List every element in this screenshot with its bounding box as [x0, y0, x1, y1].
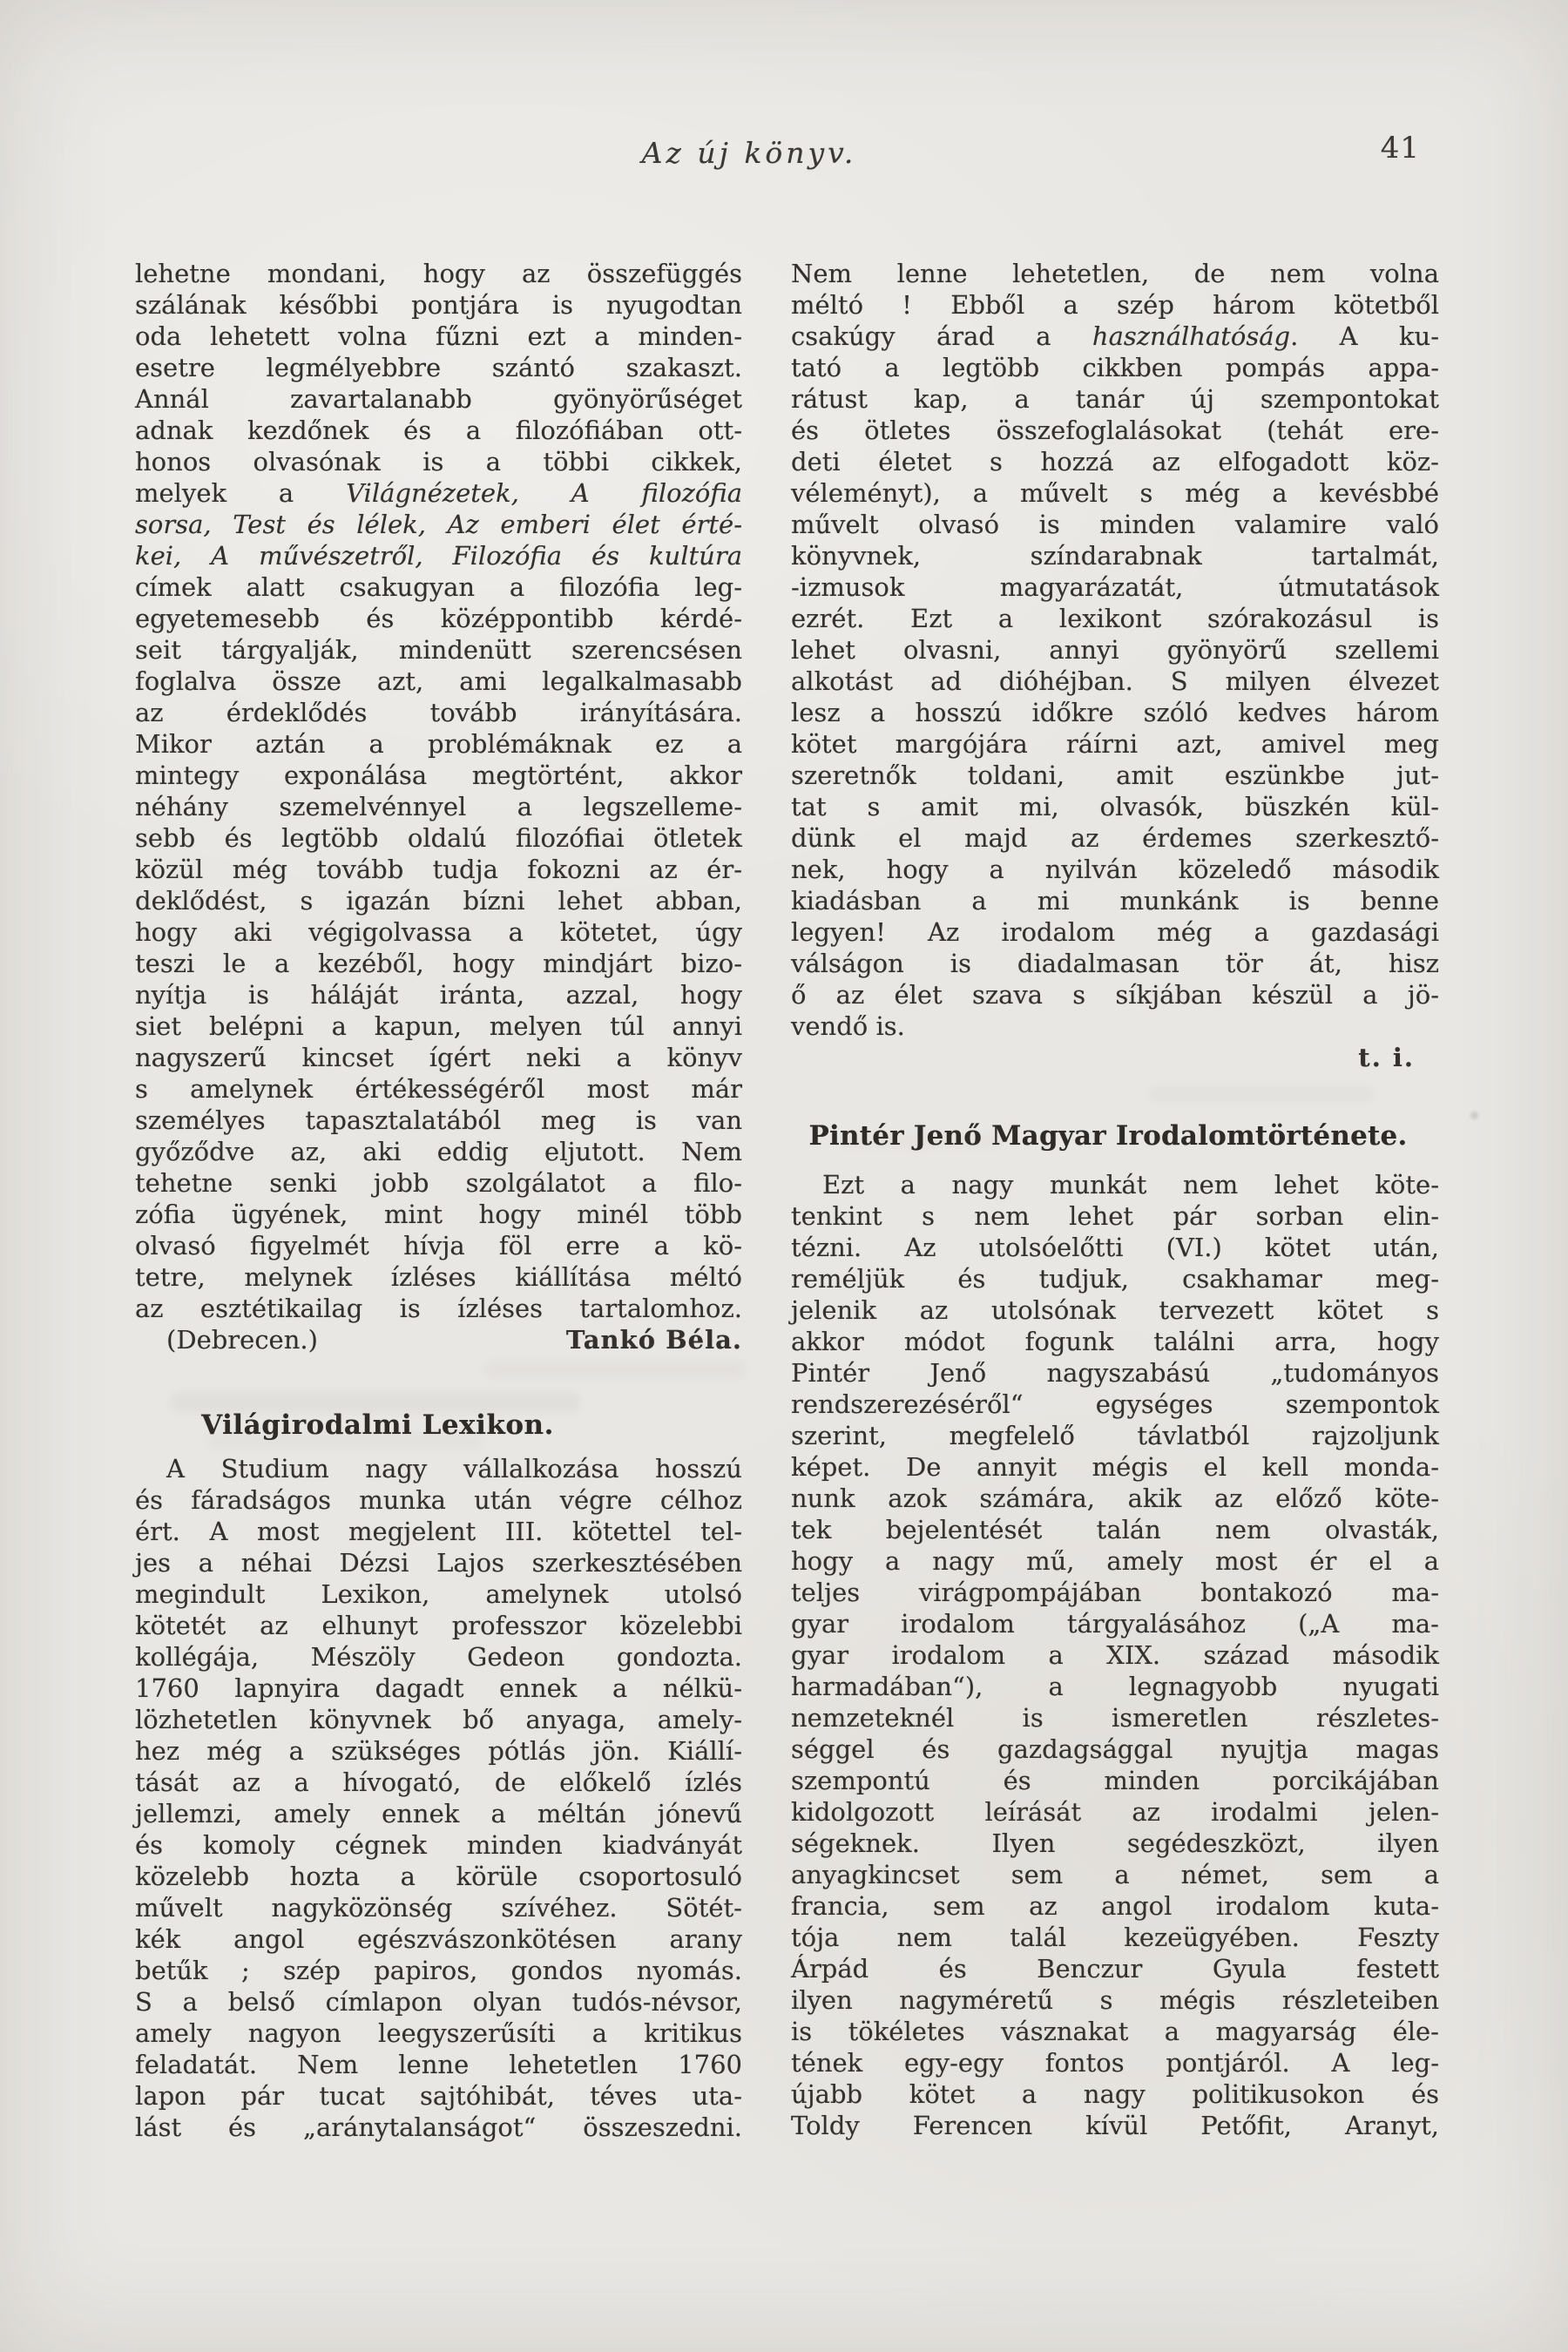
text-line: rendszerezéséről“ egységes szempontok — [791, 1389, 1439, 1419]
text-line: kötet margójára ráírni azt, amivel meg — [791, 729, 1439, 759]
text-line: szerint, megfelelő távlatból rajzoljunk — [791, 1421, 1439, 1450]
right-paragraph-continuation — [791, 258, 1439, 1042]
text-line: is tökéletes vásznakat a magyarság éle- — [791, 2017, 1439, 2046]
text-line: tat s amit mi, olvasók, büszkén kül- — [791, 792, 1439, 821]
text-line: művelt olvasó is minden valamire való — [791, 510, 1439, 539]
text-line: gyar irodalom a XIX. század második — [791, 1640, 1439, 1670]
ink-smudge — [206, 1432, 484, 1450]
text-line: feladatát. Nem lenne lehetetlen 1760 — [135, 2050, 742, 2079]
text-line: deklődést, s igazán bízni lehet abban, — [135, 886, 742, 916]
left-column — [135, 258, 742, 2143]
signature-place: (Debrecen.) — [166, 1325, 318, 1355]
text-line: Annál zavartalanabb gyönyörűséget — [135, 384, 742, 414]
text-line: harmadában“), a legnagyobb nyugati — [791, 1672, 1439, 1701]
text-line: nyítja is háláját iránta, azzal, hogy — [135, 980, 742, 1010]
text-line: ezrét. Ezt a lexikont szórakozásul is — [791, 604, 1439, 633]
text-line: egyetemesebb és középpontibb kérdé- — [135, 604, 742, 633]
right-column — [791, 258, 1439, 2141]
section-heading-pinter: Pintér Jenő Magyar Irodalomtörténete. — [808, 1120, 1408, 1152]
text-line: esetre legmélyebbre szántó szakaszt. — [135, 353, 742, 382]
text-line: jelenik az utolsónak tervezett kötet s — [791, 1295, 1439, 1325]
text-line: tézni. Az utolsóelőtti (VI.) kötet után, — [791, 1233, 1439, 1262]
ink-smudge — [171, 1392, 580, 1413]
text-line: kék angol egészvászonkötésen arany — [135, 1924, 742, 1954]
text-line: reméljük és tudjuk, csakhamar meg- — [791, 1264, 1439, 1294]
text-line: kei, A művészetről, Filozófia és kultúra — [135, 541, 742, 571]
text-line: néhány szemelvénnyel a legszelleme- — [135, 792, 742, 821]
text-line: ő az élet szava s síkjában készül a jö- — [791, 980, 1439, 1010]
text-line: foglalva össze azt, ami legalkalmasabb — [135, 666, 742, 696]
right-paragraph-pinter — [791, 1169, 1439, 2141]
signature-initials: t. i. — [1358, 1043, 1415, 1072]
text-line: teszi le a kezéből, hogy mindjárt bizo- — [135, 949, 742, 978]
text-line: A Studium nagy vállalkozása hosszú — [166, 1454, 742, 1484]
text-line: lehet olvasni, annyi gyönyörű szellemi — [791, 635, 1439, 665]
text-line: hez még a szükséges pótlás jön. Kiállí- — [135, 1736, 742, 1766]
text-line: ilyen nagyméretű s mégis részleteiben — [791, 1985, 1439, 2015]
text-line: adnak kezdőnek és a filozófiában ott- — [135, 416, 742, 445]
text-line: szálának későbbi pontjára is nyugodtan — [135, 290, 742, 320]
text-line: lözhetetlen könyvnek bő anyaga, amely- — [135, 1705, 742, 1734]
text-line: s amelynek értékességéről most már — [135, 1074, 742, 1104]
running-header: Az új könyv. — [641, 136, 857, 170]
text-line: akkor módot fogunk találni arra, hogy — [791, 1327, 1439, 1356]
text-line: közül még tovább tudja fokozni az ér- — [135, 855, 742, 884]
text-line: hogy aki végigolvassa a kötetet, úgy — [135, 917, 742, 947]
text-line: jellemzi, amely ennek a méltán jónevű — [135, 1799, 742, 1828]
ink-smudge — [838, 1134, 1004, 1148]
text-line: francia, sem az angol irodalom kuta- — [791, 1891, 1439, 1921]
text-line: szempontú és minden porcikájában — [791, 1766, 1439, 1795]
text-line: méltó ! Ebből a szép három kötetből — [791, 290, 1439, 320]
text-line: melyek a Világnézetek, A filozófia — [135, 478, 742, 508]
text-line: címek alatt csakugyan a filozófia leg- — [135, 572, 742, 602]
text-line: csakúgy árad a használhatóság. A ku- — [791, 321, 1439, 351]
text-line: lesz a hosszú időkre szóló kedves három — [791, 698, 1439, 727]
text-line: vendő is. — [791, 1011, 905, 1041]
text-line: és komoly cégnek minden kiadványát — [135, 1830, 742, 1860]
review-signature-line — [135, 1324, 742, 1355]
text-line: betűk ; szép papiros, gondos nyomás. — [135, 1956, 742, 1985]
text-line: tének egy-egy fontos pontjáról. A leg- — [791, 2048, 1439, 2078]
text-line: ért. A most megjelent III. kötettel tel- — [135, 1517, 742, 1546]
text-line: nek, hogy a nyilván közeledő második — [791, 855, 1439, 884]
text-line: teljes virágpompájában bontakozó ma- — [791, 1578, 1439, 1607]
text-line: hogy a nagy mű, amely most ér el a — [791, 1546, 1439, 1576]
text-line: séggel és gazdagsággal nyujtja magas — [791, 1734, 1439, 1764]
text-line: anyagkincset sem a német, sem a — [791, 1860, 1439, 1889]
text-line: gyar irodalom tárgyalásához („A ma- — [791, 1609, 1439, 1639]
text-line: Toldy Ferencen kívül Petőfit, Aranyt, — [791, 2111, 1439, 2140]
text-line: művelt nagyközönség szívéhez. Sötét- — [135, 1893, 742, 1923]
text-line: és ötletes összefoglalásokat (tehát ere- — [791, 416, 1439, 445]
text-line: tását az a hívogató, de előkelő ízlés — [135, 1767, 742, 1797]
text-line: legyen! Az irodalom még a gazdasági — [791, 917, 1439, 947]
text-line: zófia ügyének, mint hogy minél több — [135, 1200, 742, 1229]
text-line: képet. De annyit mégis el kell monda- — [791, 1452, 1439, 1482]
text-line: dünk el majd az érdemes szerkesztő- — [791, 823, 1439, 853]
text-line: -izmusok magyarázatát, útmutatások — [791, 572, 1439, 602]
text-line: kidolgozott leírását az irodalmi jelen- — [791, 1797, 1439, 1827]
ink-smudge — [1148, 1085, 1375, 1103]
signature-author: Tankó Béla. — [565, 1325, 742, 1355]
text-line: tója nem talál kezeügyében. Feszty — [791, 1923, 1439, 1952]
text-line: személyes tapasztalatából meg is van — [135, 1105, 742, 1135]
page-number: 41 — [1380, 131, 1420, 166]
text-line: szeretnők toldani, amit eszünkbe jut- — [791, 760, 1439, 790]
text-line: rátust kap, a tanár új szempontokat — [791, 384, 1439, 414]
text-line: sebb és legtöbb oldalú filozófiai ötletek — [135, 823, 742, 853]
text-line: ségeknek. Ilyen segédeszközt, ilyen — [791, 1828, 1439, 1858]
text-line: megindult Lexikon, amelynek utolsó — [135, 1579, 742, 1609]
text-line: közelebb hozta a körüle csoportosuló — [135, 1862, 742, 1891]
text-line: S a belső címlapon olyan tudós-névsor, — [135, 1987, 742, 2017]
text-line: lehetne mondani, hogy az összefüggés — [135, 259, 742, 288]
text-line: kiadásban a mi munkánk is benne — [791, 886, 1439, 916]
text-line: nunk azok számára, akik az előző köte- — [791, 1484, 1439, 1513]
text-line: sorsa, Test és lélek, Az emberi élet érté- — [135, 510, 742, 539]
text-line: tenkint s nem lehet pár sorban elin- — [791, 1201, 1439, 1231]
text-line: győződve az, aki eddig eljutott. Nem — [135, 1137, 742, 1166]
text-line: mintegy exponálása megtörtént, akkor — [135, 760, 742, 790]
text-line: tató a legtöbb cikkben pompás appa- — [791, 353, 1439, 382]
text-line: Árpád és Benczur Gyula festett — [791, 1954, 1439, 1984]
text-line: véleményt), a művelt s még a kevésbbé — [791, 478, 1439, 508]
text-line: válságon is diadalmasan tör át, hisz — [791, 949, 1439, 978]
text-line: Pintér Jenő nagyszabású „tudományos — [791, 1358, 1439, 1388]
text-line: az érdeklődés tovább irányítására. — [135, 698, 742, 727]
text-line: tek bejelentését talán nem olvasták, — [791, 1515, 1439, 1544]
left-paragraph-continuation — [135, 258, 742, 1324]
text-line: olvasó figyelmét hívja föl erre a kö- — [135, 1231, 742, 1260]
text-line: oda lehetett volna fűzni ezt a minden- — [135, 321, 742, 351]
text-line: nagyszerű kincset ígért neki a könyv — [135, 1043, 742, 1072]
text-line: seit tárgyalják, mindenütt szerencsésen — [135, 635, 742, 665]
section-heading-lexikon: Világirodalmi Lexikon. — [201, 1409, 554, 1441]
text-line: deti életet s hozzá az elfogadott köz- — [791, 447, 1439, 476]
text-line: amely nagyon leegyszerűsíti a kritikus — [135, 2018, 742, 2048]
ink-smudge — [484, 1361, 746, 1378]
text-line: tetre, melynek ízléses kiállítása méltó — [135, 1262, 742, 1292]
text-line: és fáradságos munka után végre célhoz — [135, 1485, 742, 1515]
left-paragraph-lexikon — [135, 1453, 742, 2143]
text-line: lapon pár tucat sajtóhibát, téves uta- — [135, 2081, 742, 2111]
text-line: 1760 lapnyira dagadt ennek a nélkü- — [135, 1673, 742, 1703]
text-line: nemzeteknél is ismeretlen részletes- — [791, 1703, 1439, 1733]
text-line: Nem lenne lehetetlen, de nem volna — [791, 259, 1439, 288]
text-line: jes a néhai Dézsi Lajos szerkesztésében — [135, 1548, 742, 1578]
text-line: az esztétikailag is ízléses tartalomhoz. — [135, 1294, 742, 1323]
text-line: honos olvasónak is a többi cikkek, — [135, 447, 742, 476]
text-line: újabb kötet a nagy politikusokon és — [791, 2079, 1439, 2109]
text-line: kötetét az elhunyt professzor közelebbi — [135, 1611, 742, 1640]
text-line: kollégája, Mészöly Gedeon gondozta. — [135, 1642, 742, 1672]
text-line: könyvnek, színdarabnak tartalmát, — [791, 541, 1439, 571]
text-line: Ezt a nagy munkát nem lehet köte- — [822, 1170, 1439, 1200]
text-line: siet belépni a kapun, melyen túl annyi — [135, 1011, 742, 1041]
ink-speck — [1470, 1112, 1478, 1119]
text-line: tehetne senki jobb szolgálatot a filo- — [135, 1168, 742, 1198]
text-line: Mikor aztán a problémáknak ez a — [135, 729, 742, 759]
text-line: alkotást ad dióhéjban. S milyen élvezet — [791, 666, 1439, 696]
text-line: lást és „aránytalanságot“ összeszedni. — [135, 2112, 742, 2142]
